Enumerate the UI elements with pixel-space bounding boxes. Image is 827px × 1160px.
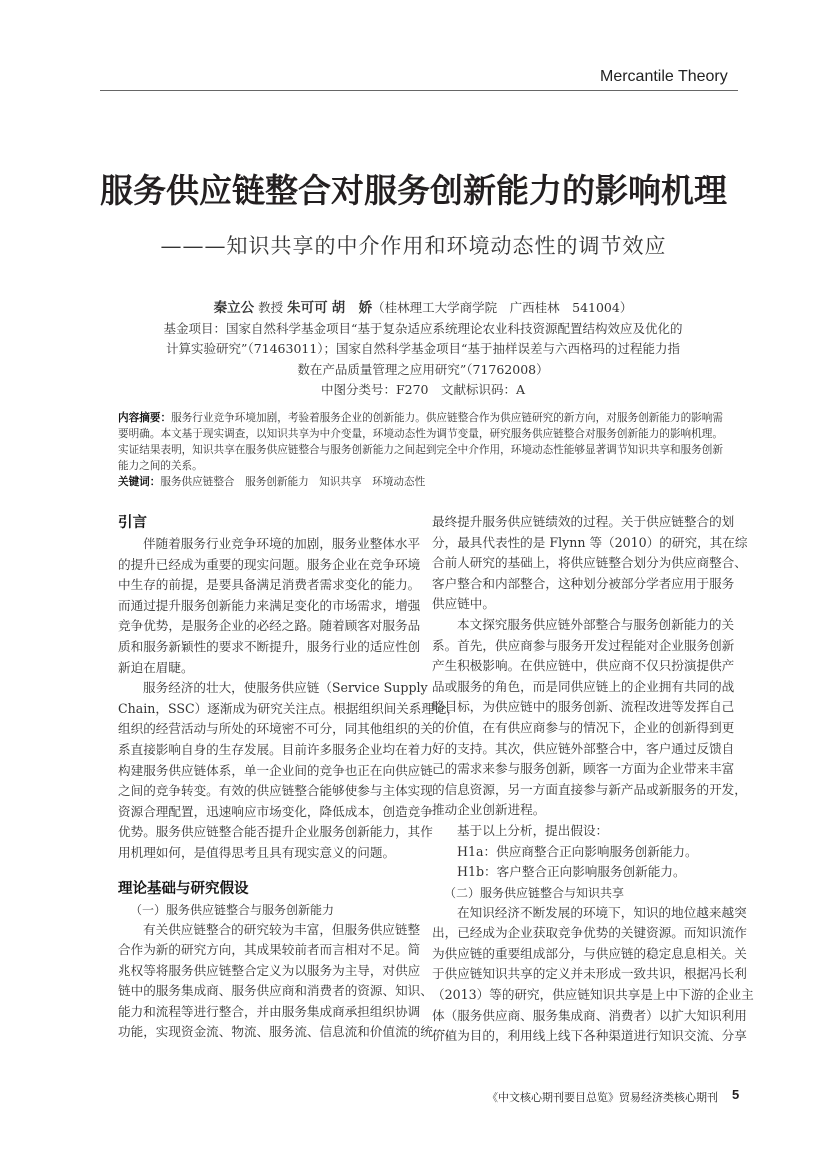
text-line: 客户整合和内部整合，这种划分被部分学者应用于服务 [432, 575, 735, 591]
text-line: 优势。服务供应链整合能否提升企业服务创新能力，其作 [118, 824, 433, 840]
text-line: 资源合理配置，迅速响应市场变化，降低成本，创造竞争 [118, 803, 433, 819]
section-heading: 理论基础与研究假设 [118, 880, 249, 897]
fund-line: 数在产品质量管理之应用研究”（71762008） [297, 361, 549, 377]
author-name: 秦立公 [213, 300, 255, 316]
classification: 中图分类号：F270 文献标识码：A [320, 382, 526, 397]
page-number: 5 [732, 1087, 740, 1102]
text-line: 用机理如何，是值得思考且具有现实意义的问题。 [118, 844, 396, 860]
text-line: 的价值，在有供应商参与的情况下，企业的创新得到更 [432, 719, 735, 735]
text-line: 功能，实现资金流、物流、服务流、信息流和价值流的统一， [118, 1024, 459, 1040]
subsection-heading: （一）服务供应链整合与服务创新能力 [130, 902, 335, 917]
author-title: 教授 [258, 300, 284, 315]
text-line: 中生存的前提，是要具备满足消费者需求变化的能力。 [118, 577, 421, 593]
text-line: 最终提升服务供应链绩效的过程。关于供应链整合的划 [432, 514, 735, 529]
text-line: 出，已经成为企业获取竞争优势的关键资源。而知识流作 [432, 925, 747, 941]
text-line: 产生积极影响。在供应链中，供应商不仅只扮演提供产 [432, 658, 735, 674]
text-line: 服务经济的壮大，使服务供应链（Service Supply [143, 680, 428, 696]
text-line: （2013）等的研究，供应链知识共享是上中下游的企业主 [432, 987, 754, 1003]
text-line: 体（服务供应商、服务集成商、消费者）以扩大知识利用 [432, 1007, 747, 1023]
text-line: 系。首先，供应商参与服务开发过程能对企业服务创新 [432, 637, 735, 653]
text-line: 质和服务新颖性的要求不断提升，服务行业的适应性创 [118, 638, 421, 654]
text-line: 而通过提升服务创新能力来满足变化的市场需求，增强 [118, 597, 421, 613]
journal-section-header: Mercantile Theory [600, 68, 728, 85]
section-heading: 引言 [118, 515, 147, 531]
text-line: 基于以上分析，提出假设： [457, 822, 609, 838]
article-subtitle: ———知识共享的中介作用和环境动态性的调节效应 [160, 234, 667, 258]
text-line: 系直接影响自身的生存发展。目前许多服务企业均在着力 [118, 741, 433, 757]
text-line: 合前人研究的基础上，将供应链整合划分为供应商整合、 [432, 555, 747, 571]
right-column [432, 512, 754, 1047]
text-line: 构建服务供应链体系，单一企业间的竞争也正在向供应链 [118, 762, 433, 778]
abstract-label: 内容摘要： [118, 412, 172, 424]
text-line: 组织的经营活动与所处的环境密不可分，同其他组织的关 [118, 721, 433, 737]
footer-journal-note: 《中文核心期刊要目总览》贸易经济类核心期刊 [487, 1091, 718, 1104]
author-name: 胡 娇 [331, 300, 373, 316]
text-line: 之间的竞争转变。有效的供应链整合能够使参与主体实现 [118, 783, 433, 799]
text-line: 本文探究服务供应链外部整合与服务创新能力的关 [457, 616, 735, 632]
left-column [118, 512, 460, 1043]
article-meta [118, 298, 728, 401]
text-line: 供应链中。 [432, 596, 495, 612]
fund-line: 基金项目：国家自然科学基金项目“基于复杂适应系统理论农业科技资源配置结构效应及优化的 [163, 320, 683, 336]
subsection-heading: （二）服务供应链整合与知识共享 [444, 885, 625, 900]
fund-line: 计算实验研究”（71463011）；国家自然科学基金项目“基于抽样误差与六西格玛的过程能力指 [166, 341, 680, 356]
text-line: 略目标，为供应链中的服务创新、流程改进等发挥自己 [432, 699, 735, 715]
text-line: 推动企业创新进程。 [432, 802, 546, 818]
text-line: 为供应链的重要组成部分，与供应链的稳定息息相关。关 [432, 945, 747, 961]
text-line: 能力和流程等进行整合，并由服务集成商承担组织协调 [118, 1003, 421, 1019]
text-line: 分，最具代表性的是 Flynn 等（2010）的研究，其在综 [432, 534, 748, 550]
text-line: 己的需求来参与服务创新，顾客一方面为企业带来丰富 [432, 761, 735, 777]
text-line: 好的支持。其次，供应链外部整合中，客户通过反馈自 [432, 740, 735, 756]
text-line: 在知识经济不断发展的环境下，知识的地位越来越突 [457, 904, 747, 920]
text-line: 有关供应链整合的研究较为丰富，但服务供应链整 [143, 921, 421, 937]
abstract-text: 服务行业竞争环境加剧，考验着服务企业的创新能力。供应链整合作为供应链研究的新方向，对服务创新能力的影响需要明确。本文基于现实调查，以知识共享为中介变量，环境动态性为调节变量，研究服务供应链整合对服务创新能力的影响机理。实证结果表明，知识共享在服务供应链整合与服务创新能力之间起到完全中介作用，环境动态性能够显著调节知识共享和服务创新能力之间的关系。 [118, 412, 724, 472]
text-line: 链中的服务集成商、服务供应商和消费者的资源、知识、 [118, 983, 433, 999]
affiliation: （桂林理工大学商学院 广西桂林 541004） [372, 300, 633, 315]
text-line: 的提升已经成为重要的现实问题。服务企业在竞争环境 [118, 556, 421, 572]
author-line [118, 298, 728, 319]
text-line: 价值为目的，利用线上线下各种渠道进行知识交流、分享 [432, 1028, 747, 1044]
text-line: 于供应链知识共享的定义并未形成一致共识，根据冯长利 [432, 966, 747, 982]
text-line: 品或服务的角色，而是同供应链上的企业拥有共同的战 [432, 678, 735, 694]
keywords: 服务供应链整合 服务创新能力 知识共享 环境动态性 [160, 476, 426, 488]
text-line: 的信息资源，另一方面直接参与新产品或新服务的开发， [432, 781, 747, 797]
header-rule [100, 90, 738, 91]
text-line: H1a：供应商整合正向影响服务创新能力。 [457, 843, 698, 859]
text-line: H1b：客户整合正向影响服务创新能力。 [457, 864, 686, 880]
text-line: 竞争优势，是服务企业的必经之路。随着顾客对服务品 [118, 618, 421, 634]
text-line: 新迫在眉睫。 [118, 659, 194, 675]
text-line: 合作为新的研究方向，其成果较前者而言相对不足。简 [118, 942, 421, 958]
author-name: 朱可可 [287, 300, 328, 316]
abstract [118, 410, 723, 490]
section-gap [118, 864, 414, 878]
keywords-label: 关键词： [118, 476, 161, 488]
text-line: Chain，SSC）逐渐成为研究关注点。根据组织间关系理论， [118, 700, 460, 716]
article-title: 服务供应链整合对服务创新能力的影响机理 [100, 171, 727, 210]
text-line: 兆权等将服务供应链整合定义为以服务为主导，对供应 [118, 962, 421, 978]
text-line: 伴随着服务行业竞争环境的加剧，服务业整体水平 [143, 536, 421, 551]
